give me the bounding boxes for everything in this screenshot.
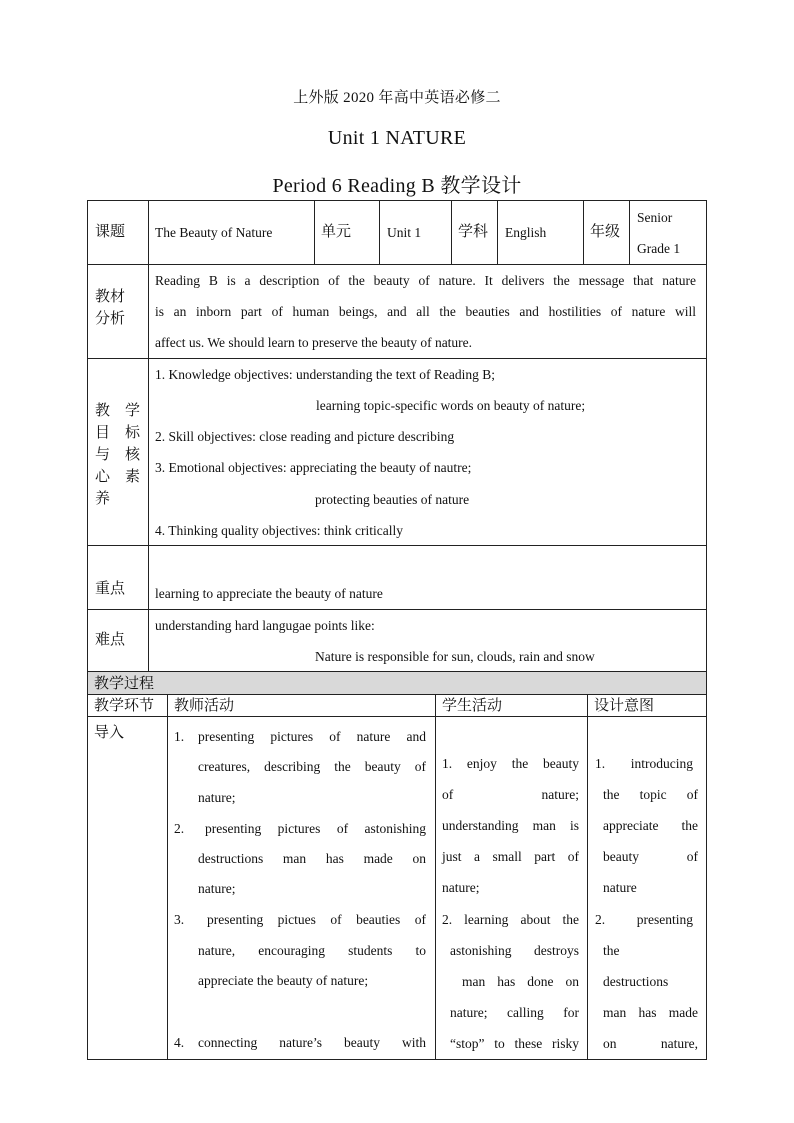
teacher-item-num: 4. xyxy=(174,1035,185,1050)
key-points-text: learning to appreciate the beauty of nature xyxy=(155,586,383,601)
intent-line: beauty of xyxy=(603,849,698,864)
doc-title-line1: 上外版 2020 年高中英语必修二 xyxy=(293,90,501,106)
subject-label: 学科 xyxy=(458,222,489,240)
student-line: of nature; xyxy=(442,787,579,802)
teacher-item-line: nature; xyxy=(198,790,236,805)
analysis-line: is an inborn part of human beings, and all the beauties and hostilities of nature will xyxy=(155,304,696,319)
teacher-item-line: presenting pictures of astonishing xyxy=(205,821,426,836)
analysis-line: affect us. We should learn to preserve the beauty of nature. xyxy=(155,335,473,350)
teacher-item-line: appreciate the beauty of nature; xyxy=(198,973,369,988)
subject-value: English xyxy=(505,225,547,240)
student-line: nature; calling for xyxy=(450,1005,579,1020)
intent-line: appreciate the xyxy=(603,818,698,833)
teacher-item-line: destructions man has made on xyxy=(198,851,426,866)
topic-value: The Beauty of Nature xyxy=(155,225,273,240)
student-line: astonishing destroys xyxy=(450,943,579,958)
teacher-item-num: 1. xyxy=(174,729,185,744)
intent-line: the xyxy=(603,943,620,958)
difficulties-label: 难点 xyxy=(95,630,126,648)
stage-name: 导入 xyxy=(94,723,125,741)
topic-label: 课题 xyxy=(95,222,126,240)
student-line: “stop” to these risky xyxy=(450,1036,579,1051)
teacher-item-line: creatures, describing the beauty of xyxy=(198,759,426,774)
objectives-label-char: 教 xyxy=(95,401,111,419)
objectives-label-char: 与 xyxy=(95,445,111,463)
analysis-label-line2: 分析 xyxy=(95,309,126,327)
teacher-item-line: nature, encouraging students to xyxy=(198,943,426,958)
student-line: understanding man is xyxy=(442,818,579,833)
objectives-label-char: 核 xyxy=(125,445,141,463)
difficulties-line2: Nature is responsible for sun, clouds, rain and snow xyxy=(315,649,595,664)
teacher-item-line: nature; xyxy=(198,881,236,896)
objective-line: learning topic-specific words on beauty of nature; xyxy=(316,398,586,413)
teacher-item-num: 3. xyxy=(174,912,185,927)
teacher-item-num: 2. xyxy=(174,821,185,836)
header-teacher: 教师活动 xyxy=(174,696,235,714)
process-section-bg xyxy=(88,672,706,694)
unit-label: 单元 xyxy=(321,222,352,240)
objective-line: protecting beauties of nature xyxy=(315,492,470,507)
student-line: 1. enjoy the beauty xyxy=(442,756,579,771)
objectives-label-char: 标 xyxy=(125,423,141,441)
objective-line: 4. Thinking quality objectives: think critically xyxy=(155,523,403,538)
teacher-item-line: presenting pictures of nature and xyxy=(198,729,426,744)
objectives-label-char: 目 xyxy=(95,423,111,441)
intent-line: the topic of xyxy=(603,787,698,802)
objective-line: 2. Skill objectives: close reading and picture describing xyxy=(155,429,455,444)
intent-line: on nature, xyxy=(603,1036,698,1051)
doc-title-line3: Period 6 Reading B 教学设计 xyxy=(272,175,522,197)
key-points-label: 重点 xyxy=(95,579,126,597)
teacher-item-line: connecting nature’s beauty with xyxy=(198,1035,426,1050)
header-stage: 教学环节 xyxy=(94,696,155,714)
intent-line: destructions xyxy=(603,974,669,989)
process-section-title: 教学过程 xyxy=(94,674,155,692)
intent-line: 1. introducing xyxy=(595,756,693,771)
unit-value: Unit 1 xyxy=(387,225,422,240)
analysis-label-line1: 教材 xyxy=(95,287,126,305)
grade-value-line2: Grade 1 xyxy=(637,241,681,256)
intent-line: nature xyxy=(603,880,637,895)
teacher-item-line: presenting pictues of beauties of xyxy=(207,912,426,927)
doc-title-line2: Unit 1 NATURE xyxy=(327,127,467,149)
objective-line: 1. Knowledge objectives: understanding the text of Reading B; xyxy=(155,367,496,382)
objectives-label-char: 素 xyxy=(125,467,141,485)
objective-line: 3. Emotional objectives: appreciating the beauty of nautre; xyxy=(155,460,472,475)
intent-line: 2. presenting xyxy=(595,912,693,927)
student-line: 2. learning about the xyxy=(442,912,579,927)
header-student: 学生活动 xyxy=(442,696,503,714)
grade-value-line1: Senior xyxy=(637,210,673,225)
header-intent: 设计意图 xyxy=(594,696,655,714)
objectives-label-char: 心 xyxy=(95,467,111,485)
analysis-line: Reading B is a description of the beauty of nature. It delivers the message that nature xyxy=(155,273,696,288)
student-line: man has done on xyxy=(462,974,579,989)
student-line: just a small part of xyxy=(442,849,579,864)
grade-label: 年级 xyxy=(590,222,621,240)
objectives-label-char: 养 xyxy=(95,489,111,507)
student-line: nature; xyxy=(442,880,480,895)
intent-line: man has made xyxy=(603,1005,698,1020)
objectives-label-char: 学 xyxy=(125,401,141,419)
difficulties-line1: understanding hard langugae points like: xyxy=(155,618,375,633)
